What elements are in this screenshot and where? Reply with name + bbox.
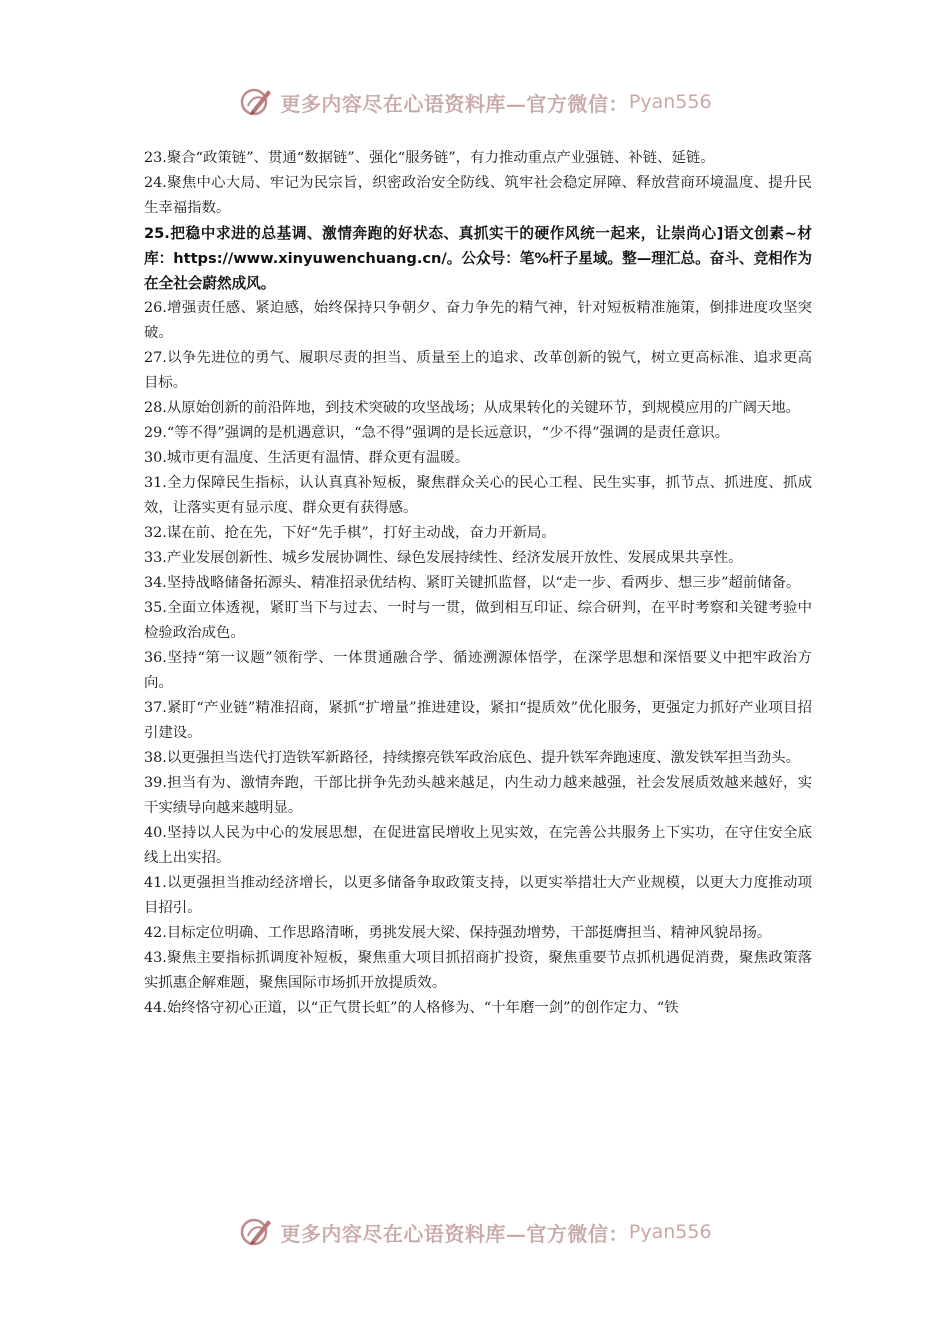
list-item: 34.坚持战略储备拓源头、精准招录优结构、紧盯关键抓监督，以“走一步、看两步、想三步”超前储备。 — [144, 575, 801, 591]
list-item: 42.目标定位明确、工作思路清晰，勇挑发展大梁、保持强劲增势，干部挺膺担当、精神风貌昂扬。 — [144, 925, 772, 941]
footer-brand-text: 更多内容尽在心语资料库—官方微信： — [280, 1221, 629, 1246]
list-item: 43.聚焦主要指标抓调度补短板，聚焦重大项目抓招商扩投资，聚焦重要节点抓机遇促消费，聚焦政策落实抓惠企解难题，聚焦国际市场抓开放提质效。 — [144, 950, 812, 991]
list-item: 44.始终恪守初心正道，以“正气贯长虹”的人格修为、“十年磨一剑”的创作定力、“铁 — [144, 1000, 679, 1016]
list-item: 26.增强责任感、紧迫感，始终保持只争朝夕、奋力争先的精气神，针对短板精准施策，倒排进度攻坚突破。 — [144, 300, 812, 341]
list-item: 33.产业发展创新性、城乡发展协调性、绿色发展持续性、经济发展开放性、发展成果共享性。 — [144, 550, 743, 566]
document-body — [144, 146, 812, 1021]
footer-watermark — [0, 1208, 950, 1256]
pen-logo-icon — [238, 84, 274, 120]
list-item: 31.全力保障民生指标，认认真真补短板，聚焦群众关心的民心工程、民生实事，抓节点、抓进度、抓成效，让落实更有显示度、群众更有获得感。 — [144, 475, 812, 516]
list-item: 39.担当有为、激情奔跑，干部比拼争先劲头越来越足，内生动力越来越强，社会发展质效越来越好，实干实绩导向越来越明显。 — [144, 775, 812, 816]
list-item: 41.以更强担当推动经济增长，以更多储备争取政策支持，以更实举措壮大产业规模，以更大力度推动项目招引。 — [144, 875, 812, 916]
list-item: 27.以争先进位的勇气、履职尽责的担当、质量至上的追求、改革创新的锐气，树立更高标准、追求更高目标。 — [144, 350, 812, 391]
header-brand-text: 更多内容尽在心语资料库—官方微信： — [280, 91, 629, 116]
list-item: 25.把稳中求进的总基调、激情奔跑的好状态、真抓实干的硬作风统一起来，让崇尚心]语文创素~材库：https://www.xinyuwenchuang.cn/。公众号：笔%杆子星域。整—理汇总。奋斗、竞相作为在全社会蔚然成风。 — [144, 225, 812, 292]
list-item: 29.“等不得”强调的是机遇意识，“急不得”强调的是长远意识，“少不得”强调的是责任意识。 — [144, 425, 730, 441]
pen-logo-icon — [238, 1214, 274, 1250]
footer-contact-text: Pyan556 — [628, 1221, 712, 1243]
list-item: 23.聚合“政策链”、贯通“数据链”、强化“服务链”，有力推动重点产业强链、补链、延链。 — [144, 150, 715, 166]
list-item: 38.以更强担当迭代打造铁军新路径，持续擦亮铁军政治底色、提升铁军奔跑速度、激发铁军担当劲头。 — [144, 750, 801, 766]
list-item: 32.谋在前、抢在先，下好“先手棋”，打好主动战，奋力开新局。 — [144, 525, 556, 541]
list-item: 28.从原始创新的前沿阵地，到技术突破的攻坚战场；从成果转化的关键环节，到规模应用的广阔天地。 — [144, 400, 801, 416]
list-item: 36.坚持“第一议题”领衔学、一体贯通融合学、循迹溯源体悟学，在深学思想和深悟要义中把牢政治方向。 — [144, 650, 812, 691]
list-item: 24.聚焦中心大局、牢记为民宗旨，织密政治安全防线、筑牢社会稳定屏障、释放营商环境温度、提升民生幸福指数。 — [144, 175, 812, 216]
list-item: 40.坚持以人民为中心的发展思想，在促进富民增收上见实效，在完善公共服务上下实功，在守住安全底线上出实招。 — [144, 825, 812, 866]
header-watermark — [0, 78, 950, 126]
list-item: 30.城市更有温度、生活更有温情、群众更有温暖。 — [144, 450, 470, 466]
header-contact-text: Pyan556 — [628, 91, 712, 113]
list-item: 37.紧盯“产业链”精准招商，紧抓“扩增量”推进建设，紧扣“提质效”优化服务，更强定力抓好产业项目招引建设。 — [144, 700, 812, 741]
list-item: 35.全面立体透视，紧盯当下与过去、一时与一贯，做到相互印证、综合研判，在平时考察和关键考验中检验政治成色。 — [144, 600, 812, 641]
